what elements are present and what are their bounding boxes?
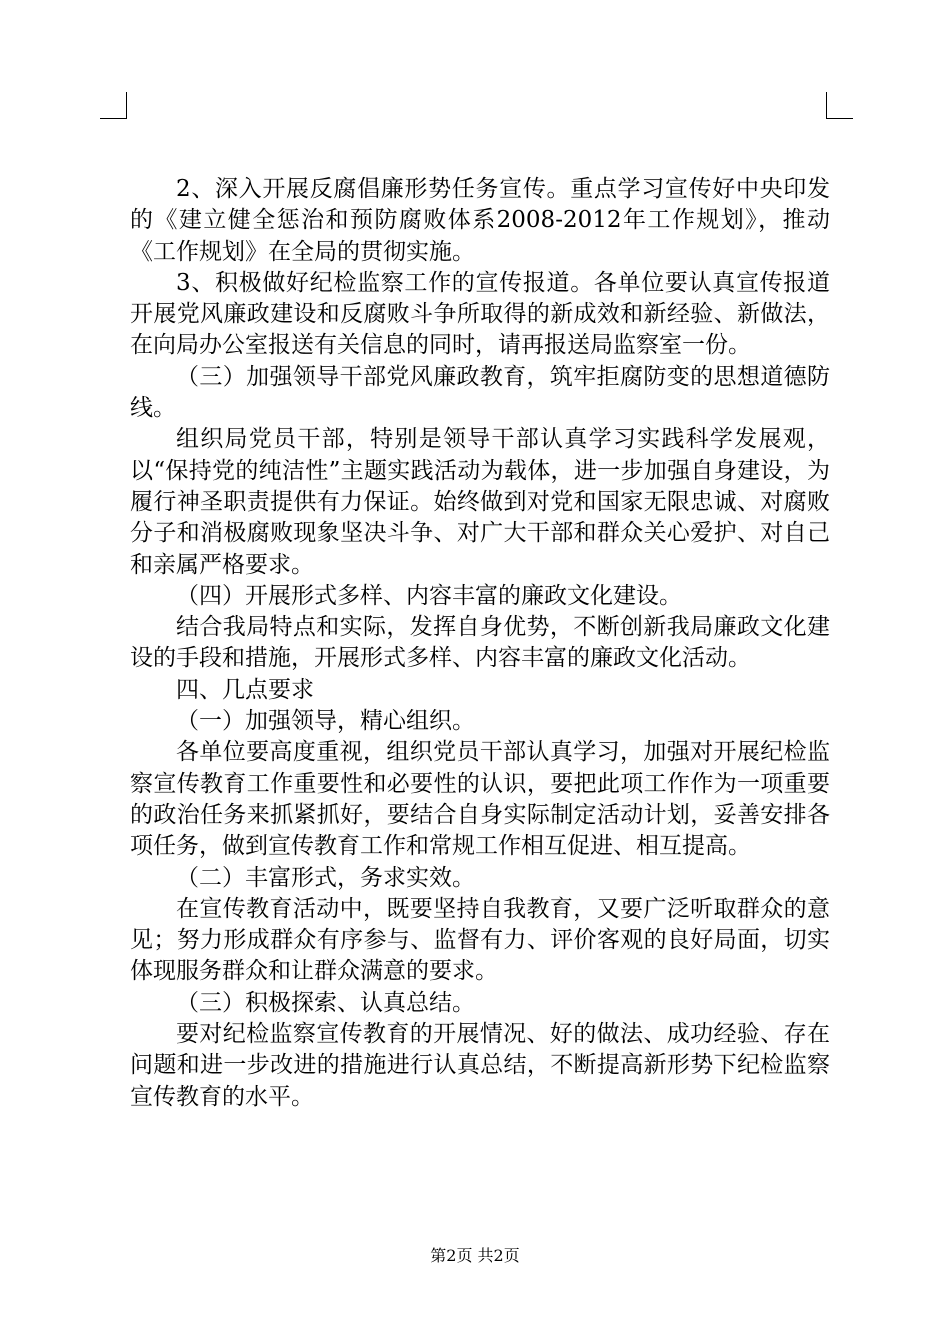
section-heading: （四）开展形式多样、内容丰富的廉政文化建设。: [176, 582, 682, 609]
paragraph: 组织局党员干部，特别是领导干部认真学习实践科学发展观，以“保持党的纯洁性”主题实践活动为载体，进一步加强自身建设，为履行神圣职责提供有力保证。始终做到对党和国家无限忠诚、对腐败分子和消极腐败现象坚决斗争、对广大干部和群众关心爱护、对自己和亲属严格要求。: [130, 426, 830, 578]
section-heading: 四、几点要求: [176, 676, 314, 703]
paragraph: 各单位要高度重视，组织党员干部认真学习，加强对开展纪检监察宣传教育工作重要性和必要性的认识，要把此项工作作为一项重要的政治任务来抓紧抓好，要结合自身实际制定活动计划，妥善安排各项任务，做到宣传教育工作和常规工作相互促进、相互提高。: [130, 739, 830, 860]
crop-mark-top-right: [826, 92, 853, 119]
section-heading: （二）丰富形式，务求实效。: [176, 864, 475, 891]
paragraph: 在宣传教育活动中，既要坚持自我教育，又要广泛听取群众的意见；努力形成群众有序参与、监督有力、评价客观的良好局面，切实体现服务群众和让群众满意的要求。: [130, 895, 830, 985]
document-body: [130, 174, 830, 1113]
paragraph: 3、积极做好纪检监察工作的宣传报道。各单位要认真宣传报道开展党风廉政建设和反腐败斗争所取得的新成效和新经验、新做法，在向局办公室报送有关信息的同时，请再报送局监察室一份。: [130, 269, 830, 359]
paragraph: 2、深入开展反腐倡廉形势任务宣传。重点学习宣传好中央印发的《建立健全惩治和预防腐败体系2008-2012年工作规划》，推动《工作规划》在全局的贯彻实施。: [130, 176, 830, 265]
page-footer: 第2页 共2页: [430, 1246, 520, 1265]
section-heading: （三）加强领导干部党风廉政教育，筑牢拒腐防变的思想道德防线。: [130, 363, 830, 422]
paragraph: 要对纪检监察宣传教育的开展情况、好的做法、成功经验、存在问题和进一步改进的措施进行认真总结，不断提高新形势下纪检监察宣传教育的水平。: [130, 1021, 830, 1110]
section-heading: （三）积极探索、认真总结。: [176, 989, 475, 1016]
paragraph: 结合我局特点和实际，发挥自身优势，不断创新我局廉政文化建设的手段和措施，开展形式多样、内容丰富的廉政文化活动。: [130, 614, 830, 672]
section-heading: （一）加强领导，精心组织。: [176, 708, 475, 735]
crop-mark-top-left: [100, 92, 127, 119]
